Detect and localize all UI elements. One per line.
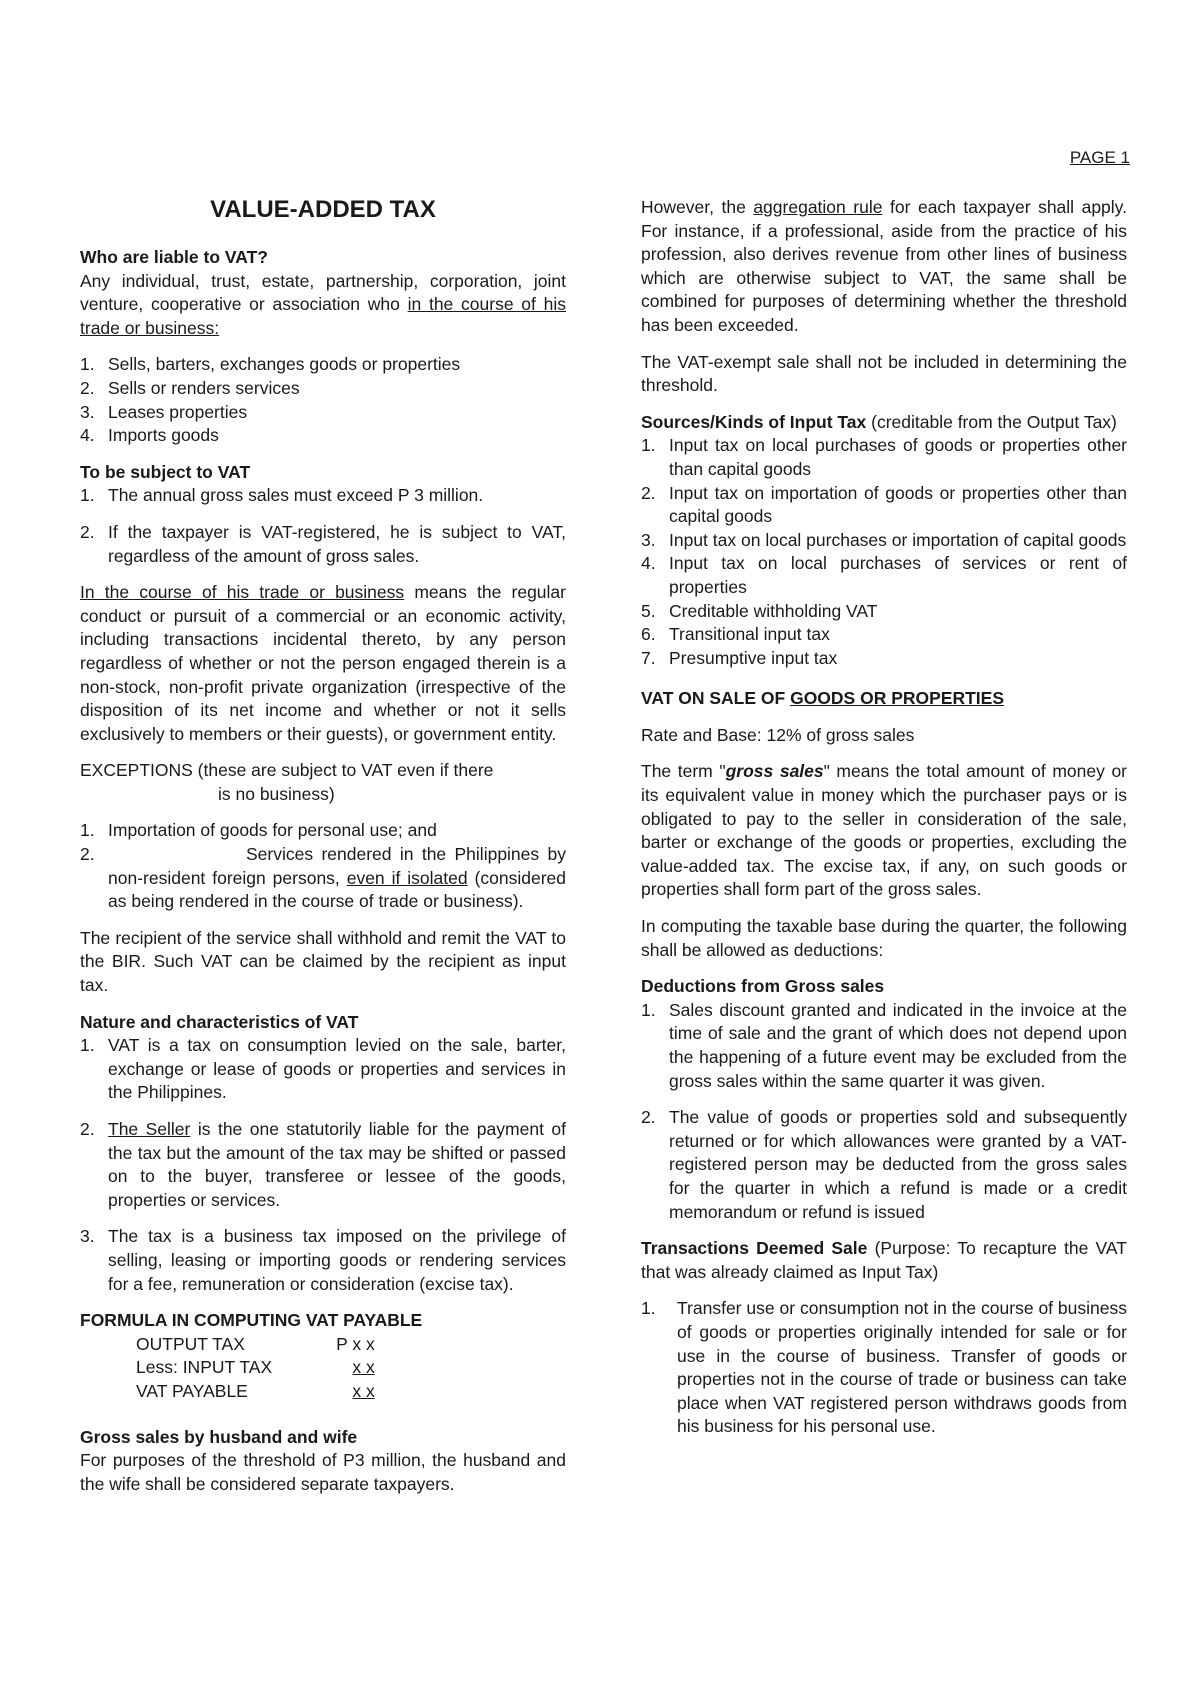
liable-heading: Who are liable to VAT? bbox=[80, 247, 268, 267]
page-title: VALUE-ADDED TAX bbox=[210, 196, 436, 223]
list-item: 2. The Seller is the one statutorily liable for the payment of the tax but the amount of the tax may be shifted or passed on to the buyer, transferee or lessee of the goods, properties or services. bbox=[80, 1119, 566, 1210]
subject-heading: To be subject to VAT bbox=[80, 461, 251, 482]
subject-list bbox=[80, 484, 566, 568]
sources-heading: Sources/Kinds of Input Tax (creditable from the Output Tax) bbox=[641, 411, 1117, 432]
list-item: 2. If the taxpayer is VAT-registered, he is subject to VAT, regardless of the amount of gross sales. bbox=[80, 521, 566, 566]
exempt-text: The VAT-exempt sale shall not be included in determining the threshold. bbox=[641, 351, 1127, 396]
list-item: 1. Sales discount granted and indicated in the invoice at the time of sale and the grant of which does not depend upon the happening of a future event may be excluded from the gross sales within the same quarter it was given. bbox=[641, 999, 1127, 1091]
husband-text: For purposes of the threshold of P3 million, the husband and the wife shall be considered separate taxpayers. bbox=[80, 1450, 566, 1494]
list-item: 4. Imports goods bbox=[80, 425, 219, 446]
formula-row bbox=[136, 1333, 375, 1357]
right-column bbox=[641, 196, 1127, 1439]
recipient-text: The recipient of the service shall withhold and remit the VAT to the BIR. Such VAT can be claimed by the recipient as input tax. bbox=[80, 927, 566, 996]
list-item: 1. The annual gross sales must exceed P 3 million. bbox=[80, 485, 484, 506]
list-item: 2. The value of goods or properties sold and subsequently returned or for which allowances were granted by a VAT-registered person may be deducted from the gross sales for the quarter in which a refund is made or a credit memorandum or refund is issued bbox=[641, 1107, 1127, 1222]
deemed-heading: Transactions Deemed Sale (Purpose: To recapture the VAT that was already claimed as Input Tax) bbox=[641, 1238, 1127, 1282]
list-item: 1. Sells, barters, exchanges goods or properties bbox=[80, 354, 461, 375]
exceptions-heading: EXCEPTIONS (these are subject to VAT even if there is no business) bbox=[80, 760, 494, 804]
deductions-heading: Deductions from Gross sales bbox=[641, 976, 885, 997]
gross-sales-definition: The term "gross sales" means the total amount of money or its equivalent value in money which the purchaser pays or is obligated to pay to the seller in consideration of the sale, barter or exchange of the goods or properties, excluding the value-added tax. The excise tax, if any, on such goods or properties shall form part of the gross sales. bbox=[641, 761, 1128, 900]
list-item: 3. Leases properties bbox=[80, 401, 248, 422]
list-item: 1. VAT is a tax on consumption levied on the sale, barter, exchange or lease of goods or properties and services in the Philippines. bbox=[80, 1035, 566, 1103]
rate-text: Rate and Base: 12% of gross sales bbox=[641, 724, 915, 745]
nature-list bbox=[80, 1034, 566, 1296]
list-item: 6. Transitional input tax bbox=[641, 624, 830, 645]
list-item: 1. Transfer use or consumption not in the course of business of goods or properties originally intended for sale or for use in the course of business. Transfer of goods or properties not in the course of trade or business can take place when VAT registered person withdraws goods from his business for his personal use. bbox=[641, 1298, 1127, 1437]
exceptions-list bbox=[80, 819, 566, 913]
list-item: 4. Input tax on local purchases of services or rent of properties bbox=[641, 553, 1127, 597]
formula-label: Less: INPUT TAX bbox=[136, 1357, 273, 1378]
husband-heading: Gross sales by husband and wife bbox=[80, 1426, 358, 1447]
left-column bbox=[80, 196, 566, 1496]
formula-heading: FORMULA IN COMPUTING VAT PAYABLE bbox=[80, 1310, 423, 1331]
list-item: 2. Services rendered in the Philippines by non-resident foreign persons, even if isolated (considered as being rendered in the course of trade or business). bbox=[80, 844, 566, 912]
course-definition: In the course of his trade or business means the regular conduct or pursuit of a commercial or an economic activity, including transactions incidental thereto, by any person regardless of whether or not the person engaged therein is a non-stock, non-profit private organization (irrespective of the disposition of its net income and whether or not it sells exclusively to members or their guests), or government entity. bbox=[80, 582, 566, 744]
formula-table bbox=[136, 1333, 375, 1404]
formula-value: x x bbox=[352, 1380, 375, 1401]
formula-label: VAT PAYABLE bbox=[136, 1380, 248, 1401]
list-item: 2. Input tax on importation of goods or properties other than capital goods bbox=[641, 482, 1127, 527]
list-item: 3. Input tax on local purchases or importation of capital goods bbox=[641, 529, 1127, 550]
list-item: 3. The tax is a business tax imposed on the privilege of selling, leasing or importing goods or rendering services for a fee, remuneration or consideration (excise tax). bbox=[80, 1226, 566, 1294]
nature-heading: Nature and characteristics of VAT bbox=[80, 1011, 359, 1032]
list-item: 2. Sells or renders services bbox=[80, 377, 300, 398]
liable-list bbox=[80, 353, 566, 447]
deemed-list bbox=[641, 1297, 1127, 1439]
formula-label: OUTPUT TAX bbox=[136, 1333, 245, 1354]
liable-intro: Any individual, trust, estate, partnership, corporation, joint venture, cooperative or association who in the course of his trade or business: bbox=[80, 270, 566, 338]
computing-text: In computing the taxable base during the quarter, the following shall be allowed as deductions: bbox=[641, 916, 1127, 960]
list-item: 1. Importation of goods for personal use; and bbox=[80, 820, 437, 841]
formula-row bbox=[136, 1356, 375, 1380]
sale-heading: VAT ON SALE OF GOODS OR PROPERTIES bbox=[641, 688, 1005, 709]
list-item: 5. Creditable withholding VAT bbox=[641, 600, 878, 621]
list-item: 7. Presumptive input tax bbox=[641, 647, 838, 668]
deductions-list bbox=[641, 999, 1127, 1224]
formula-value: x x bbox=[352, 1357, 375, 1378]
aggregation-text: However, the aggregation rule for each taxpayer shall apply. For instance, if a professional, aside from the practice of his profession, also derives revenue from other lines of business which are otherwise subject to VAT, the same shall be combined for purposes of determining whether the threshold has been exceeded. bbox=[641, 197, 1127, 335]
formula-row bbox=[136, 1380, 375, 1404]
formula-value: P x x bbox=[336, 1333, 375, 1354]
page-number: PAGE 1 bbox=[1069, 148, 1130, 167]
list-item: 1. Input tax on local purchases of goods or properties other than capital goods bbox=[641, 435, 1127, 479]
sources-list bbox=[641, 434, 1127, 670]
